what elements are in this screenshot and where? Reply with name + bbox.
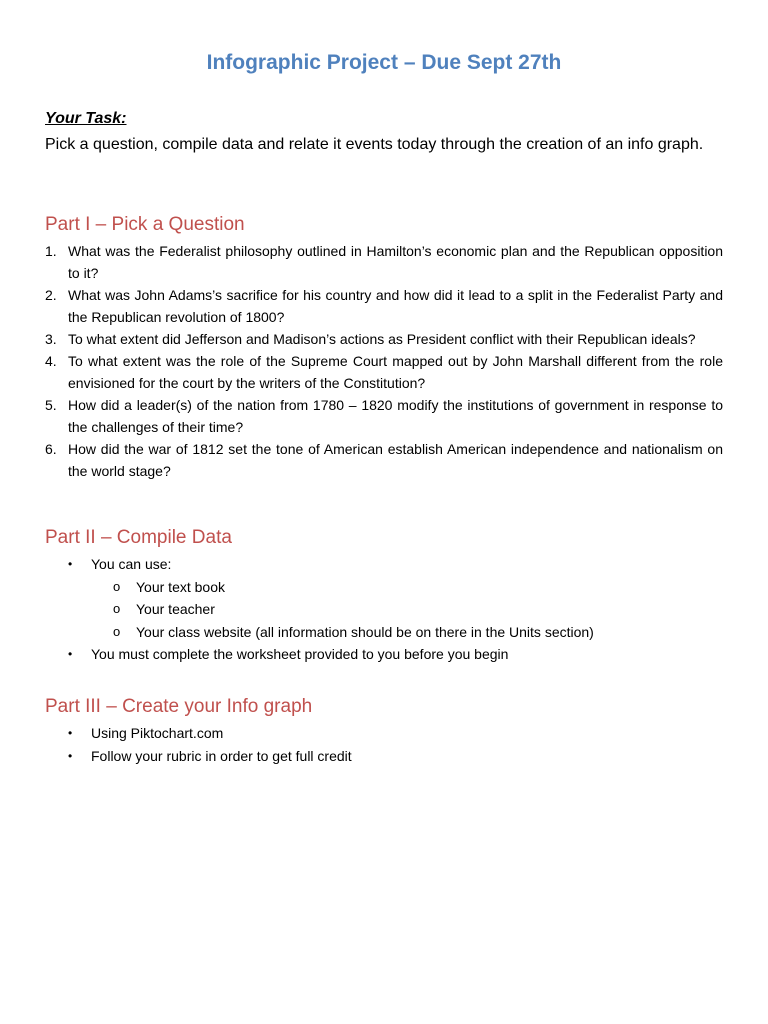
part2-heading: Part II – Compile Data bbox=[45, 527, 232, 548]
question-text: How did a leader(s) of the nation from 1780 – 1820 modify the institutions of government in response to the challenges of their time? bbox=[68, 397, 723, 435]
part3-heading: Part III – Create your Info graph bbox=[45, 696, 313, 717]
question-number: 3. bbox=[45, 331, 57, 347]
list-item bbox=[45, 722, 723, 745]
task-description: Pick a question, compile data and relate it events today through the creation of an info graph. bbox=[45, 136, 704, 153]
question-item bbox=[45, 394, 723, 438]
task-label: Your Task: bbox=[45, 110, 127, 127]
circle-bullet-icon: o bbox=[113, 601, 121, 616]
sub-list-item bbox=[45, 598, 723, 621]
sub-list-item-text: Your class website (all information should be on there in the Units section) bbox=[136, 623, 594, 640]
create-infograph-list bbox=[45, 722, 723, 767]
list-item-text: Using Piktochart.com bbox=[91, 725, 224, 741]
circle-bullet-icon: o bbox=[113, 623, 121, 639]
list-item bbox=[45, 553, 723, 576]
bullet-icon: • bbox=[68, 647, 73, 661]
bullet-icon: • bbox=[68, 726, 73, 740]
question-item bbox=[45, 328, 723, 350]
question-text: To what extent was the role of the Supreme Court mapped out by John Marshall different from the role envisioned for the court by the writers of the Constitution? bbox=[68, 353, 723, 391]
sub-list-item-text: Your teacher bbox=[136, 601, 215, 617]
question-list bbox=[45, 240, 723, 482]
list-item-text: You can use: bbox=[91, 556, 172, 572]
part1-heading: Part I – Pick a Question bbox=[45, 214, 245, 235]
sub-list-item bbox=[45, 576, 723, 599]
list-item bbox=[45, 745, 723, 768]
bullet-icon: • bbox=[68, 557, 73, 571]
bullet-icon: • bbox=[68, 748, 73, 763]
question-number: 5. bbox=[45, 397, 57, 413]
page-title: Infographic Project – Due Sept 27th bbox=[206, 51, 562, 74]
question-number: 6. bbox=[45, 441, 57, 457]
list-item-text: You must complete the worksheet provided to you before you begin bbox=[91, 646, 509, 662]
question-number: 4. bbox=[45, 353, 57, 369]
sub-list-item bbox=[45, 621, 723, 644]
question-number: 2. bbox=[45, 287, 57, 303]
question-number: 1. bbox=[45, 243, 57, 259]
list-item bbox=[45, 643, 723, 666]
question-text: To what extent did Jefferson and Madison’s actions as President conflict with their Republican ideals? bbox=[68, 331, 696, 347]
question-text: How did the war of 1812 set the tone of American establish American independence and nationalism on the world stage? bbox=[68, 441, 723, 479]
question-item bbox=[45, 284, 723, 328]
question-item bbox=[45, 240, 723, 284]
circle-bullet-icon: o bbox=[113, 578, 121, 594]
question-text: What was John Adams’s sacrifice for his country and how did it lead to a split in the Federalist Party and the Republican revolution of 1800? bbox=[68, 287, 723, 325]
question-item bbox=[45, 438, 723, 482]
sub-list-item-text: Your text book bbox=[136, 578, 225, 595]
question-text: What was the Federalist philosophy outlined in Hamilton’s economic plan and the Republican opposition to it? bbox=[68, 243, 723, 281]
list-item-text: Follow your rubric in order to get full credit bbox=[91, 747, 352, 764]
compile-data-list bbox=[45, 553, 723, 666]
question-item bbox=[45, 350, 723, 394]
